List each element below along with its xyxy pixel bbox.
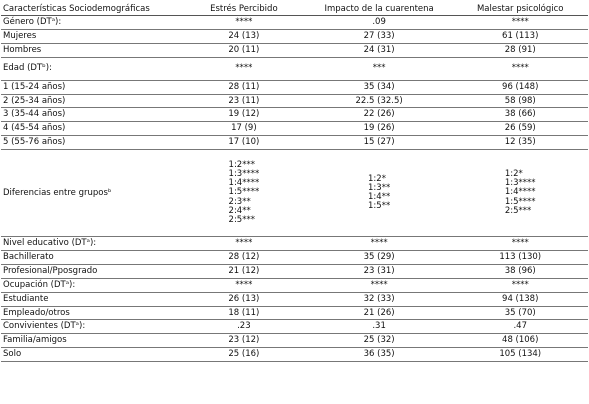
row-label: Profesional/Pposgrado — [1, 264, 182, 278]
row-label: 2 (25-34 años) — [1, 94, 182, 108]
cell-psychological-distress: 12 (35) — [452, 136, 588, 150]
diff-item: 1:4**** — [228, 178, 260, 189]
diff-item: 1:2*** — [228, 159, 255, 170]
table-body — [1, 16, 588, 362]
sociodemographic-table — [1, 2, 588, 362]
table-row — [1, 16, 588, 30]
cell-perceived-stress: .23 — [182, 320, 306, 334]
diff-list — [505, 170, 536, 216]
table-row — [1, 292, 588, 306]
cell-quarantine-impact: 15 (27) — [306, 136, 453, 150]
cell-psychological-distress: **** — [452, 57, 588, 80]
row-label: 5 (55-76 años) — [1, 136, 182, 150]
table-row — [1, 334, 588, 348]
header-characteristics: Características Sociodemográficas — [1, 2, 182, 16]
cell-perceived-stress: **** — [182, 278, 306, 292]
table-row — [1, 306, 588, 320]
table-row — [1, 80, 588, 94]
row-label: Género (DTᵃ): — [1, 16, 182, 30]
diff-item: 1:3**** — [228, 168, 260, 179]
diff-item: 2:5*** — [504, 206, 532, 217]
cell-quarantine-impact: 27 (33) — [306, 29, 453, 43]
table-row — [1, 251, 588, 265]
header-quarantine-impact: Impacto de la cuarentena — [306, 2, 453, 16]
cell-perceived-stress: 24 (13) — [182, 29, 306, 43]
cell-quarantine-impact: **** — [306, 237, 453, 251]
cell-perceived-stress: 25 (16) — [182, 348, 306, 362]
cell-quarantine-impact: 21 (26) — [306, 306, 453, 320]
cell-quarantine-impact: 32 (33) — [306, 292, 453, 306]
table-row — [1, 29, 588, 43]
cell-perceived-stress: 23 (12) — [182, 334, 306, 348]
row-label: Nivel educativo (DTᵃ): — [1, 237, 182, 251]
diff-item: 1:3** — [368, 182, 391, 193]
cell-quarantine-impact: .09 — [306, 16, 453, 30]
diff-item: 2:5*** — [228, 215, 255, 226]
diff-item: 2:4** — [228, 206, 251, 217]
cell-diff-estres — [182, 150, 306, 237]
diff-item: 1:3**** — [504, 178, 536, 189]
cell-perceived-stress: **** — [182, 237, 306, 251]
cell-psychological-distress: 58 (98) — [452, 94, 588, 108]
cell-diff-malestar — [452, 150, 588, 237]
cell-perceived-stress: 20 (11) — [182, 43, 306, 57]
cell-psychological-distress: .47 — [452, 320, 588, 334]
row-label: Diferencias entre gruposᵇ — [1, 150, 182, 237]
cell-quarantine-impact: 19 (26) — [306, 122, 453, 136]
row-label: Mujeres — [1, 29, 182, 43]
table-row — [1, 43, 588, 57]
diff-item: 1:2* — [504, 168, 523, 179]
header-row — [1, 2, 588, 16]
table-row — [1, 108, 588, 122]
cell-perceived-stress: **** — [182, 57, 306, 80]
diff-item: 1:5**** — [228, 187, 260, 198]
table-row — [1, 348, 588, 362]
cell-quarantine-impact: .31 — [306, 320, 453, 334]
cell-perceived-stress: 18 (11) — [182, 306, 306, 320]
row-label: Estudiante — [1, 292, 182, 306]
row-label: Ocupación (DTᵃ): — [1, 278, 182, 292]
cell-quarantine-impact: **** — [306, 278, 453, 292]
table-row — [1, 136, 588, 150]
cell-psychological-distress: **** — [452, 16, 588, 30]
cell-quarantine-impact: 36 (35) — [306, 348, 453, 362]
cell-psychological-distress: 94 (138) — [452, 292, 588, 306]
cell-diff-impacto — [306, 150, 453, 237]
cell-psychological-distress: 61 (113) — [452, 29, 588, 43]
cell-perceived-stress: 28 (12) — [182, 251, 306, 265]
cell-quarantine-impact: 35 (29) — [306, 251, 453, 265]
cell-perceived-stress: 23 (11) — [182, 94, 306, 108]
row-label: 4 (45-54 años) — [1, 122, 182, 136]
cell-psychological-distress: 26 (59) — [452, 122, 588, 136]
row-label: Hombres — [1, 43, 182, 57]
diff-list — [229, 161, 260, 226]
cell-psychological-distress: 105 (134) — [452, 348, 588, 362]
row-label: Familia/amigos — [1, 334, 182, 348]
table-row — [1, 57, 588, 80]
row-label: Convivientes (DTᵃ): — [1, 320, 182, 334]
cell-quarantine-impact: 22 (26) — [306, 108, 453, 122]
cell-perceived-stress: **** — [182, 16, 306, 30]
cell-psychological-distress: 48 (106) — [452, 334, 588, 348]
diff-item: 2:3** — [228, 196, 251, 207]
row-label: Edad (DTᵇ): — [1, 57, 182, 80]
header-perceived-stress: Estrés Percibido — [182, 2, 306, 16]
diff-item: 1:5**** — [504, 196, 536, 207]
cell-perceived-stress: 17 (9) — [182, 122, 306, 136]
table-row — [1, 320, 588, 334]
table-row — [1, 94, 588, 108]
cell-perceived-stress: 19 (12) — [182, 108, 306, 122]
cell-psychological-distress: 38 (96) — [452, 264, 588, 278]
cell-psychological-distress: 38 (66) — [452, 108, 588, 122]
table-row — [1, 122, 588, 136]
table-row — [1, 278, 588, 292]
header-psychological-distress: Malestar psicológico — [452, 2, 588, 16]
cell-perceived-stress: 17 (10) — [182, 136, 306, 150]
cell-perceived-stress: 28 (11) — [182, 80, 306, 94]
table-row — [1, 237, 588, 251]
diff-item: 1:5** — [368, 201, 391, 212]
cell-perceived-stress: 21 (12) — [182, 264, 306, 278]
cell-quarantine-impact: 24 (31) — [306, 43, 453, 57]
row-label: 1 (15-24 años) — [1, 80, 182, 94]
row-label: 3 (35-44 años) — [1, 108, 182, 122]
cell-psychological-distress: 96 (148) — [452, 80, 588, 94]
cell-quarantine-impact: 23 (31) — [306, 264, 453, 278]
diff-item: 1:2* — [368, 173, 386, 184]
cell-perceived-stress: 26 (13) — [182, 292, 306, 306]
cell-quarantine-impact: 22.5 (32.5) — [306, 94, 453, 108]
row-label: Empleado/otros — [1, 306, 182, 320]
cell-psychological-distress: 35 (70) — [452, 306, 588, 320]
table-row — [1, 264, 588, 278]
cell-quarantine-impact: *** — [306, 57, 453, 80]
diff-list — [368, 175, 390, 212]
table-row-group-differences — [1, 150, 588, 237]
cell-quarantine-impact: 35 (34) — [306, 80, 453, 94]
cell-psychological-distress: 28 (91) — [452, 43, 588, 57]
diff-item: 1:4**** — [504, 187, 536, 198]
diff-item: 1:4** — [368, 192, 391, 203]
row-label: Solo — [1, 348, 182, 362]
cell-quarantine-impact: 25 (32) — [306, 334, 453, 348]
row-label: Bachillerato — [1, 251, 182, 265]
cell-psychological-distress: **** — [452, 278, 588, 292]
cell-psychological-distress: **** — [452, 237, 588, 251]
cell-psychological-distress: 113 (130) — [452, 251, 588, 265]
